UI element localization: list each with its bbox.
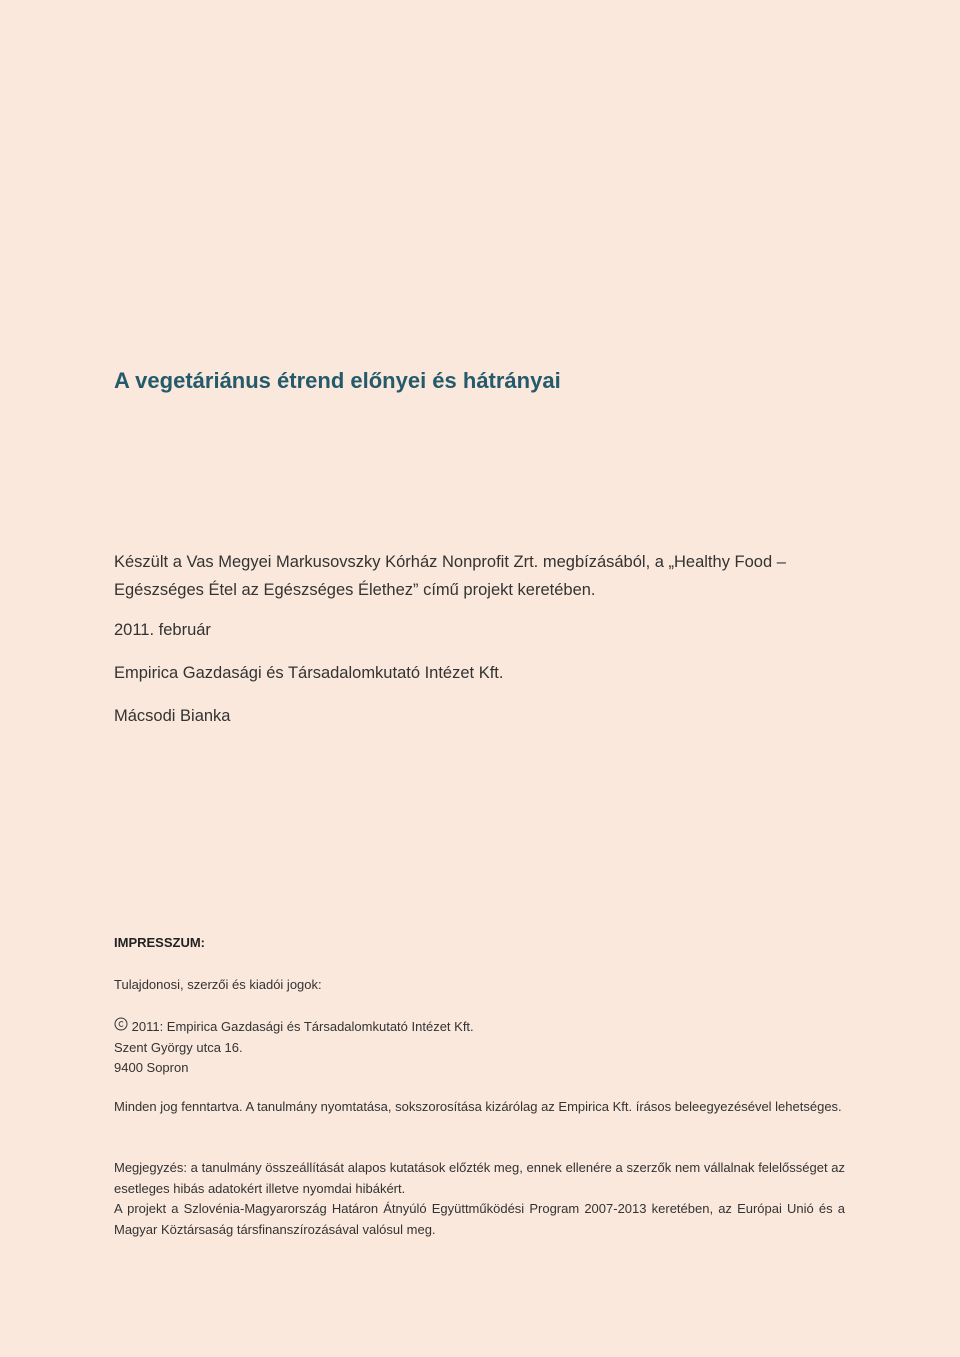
- publisher-address: [114, 1017, 474, 1079]
- street-address: Szent György utca 16.: [114, 1039, 243, 1055]
- document-title: A vegetáriánus étrend előnyei és hátrányai: [114, 368, 561, 393]
- copyright-icon: [114, 1017, 128, 1031]
- copyright-line: 2011: Empirica Gazdasági és Társadalomkutató Intézet Kft.: [131, 1019, 474, 1034]
- commission-line-1: Készült a Vas Megyei Markusovszky Kórház Nonprofit Zrt. megbízásából, a „Healthy Food –: [114, 553, 786, 571]
- institute-name: Empirica Gazdasági és Társadalomkutató Intézet Kft.: [114, 664, 504, 682]
- commission-line-2: Egészséges Étel az Egészséges Élethez” című projekt keretében.: [114, 581, 596, 599]
- copyright-row: [114, 1017, 474, 1038]
- disclaimer-paragraph: Megjegyzés: a tanulmány összeállítását alapos kutatások előzték meg, ennek ellenére a szerzők nem vállalnak felelősséget az esetleges hibás adatokért illetve nyomdai hibákért.: [114, 1160, 845, 1196]
- author-name: Mácsodi Bianka: [114, 707, 231, 725]
- project-funding-paragraph: A projekt a Szlovénia-Magyarország Határon Átnyúló Együttműködési Program 2007-2013 keretében, az Európai Unió és a Magyar Köztársaság társfinanszírozásával valósul meg.: [114, 1201, 845, 1237]
- commission-statement: [114, 548, 834, 604]
- impresszum-heading: IMPRESSZUM:: [114, 935, 205, 950]
- city-address: 9400 Sopron: [114, 1060, 189, 1075]
- rights-label: Tulajdonosi, szerzői és kiadói jogok:: [114, 977, 322, 992]
- rights-reserved-paragraph: Minden jog fenntartva. A tanulmány nyomtatása, sokszorosítása kizárólag az Empirica Kft. írásos beleegyezésével lehetséges.: [114, 1099, 842, 1114]
- publication-date: 2011. február: [114, 621, 211, 639]
